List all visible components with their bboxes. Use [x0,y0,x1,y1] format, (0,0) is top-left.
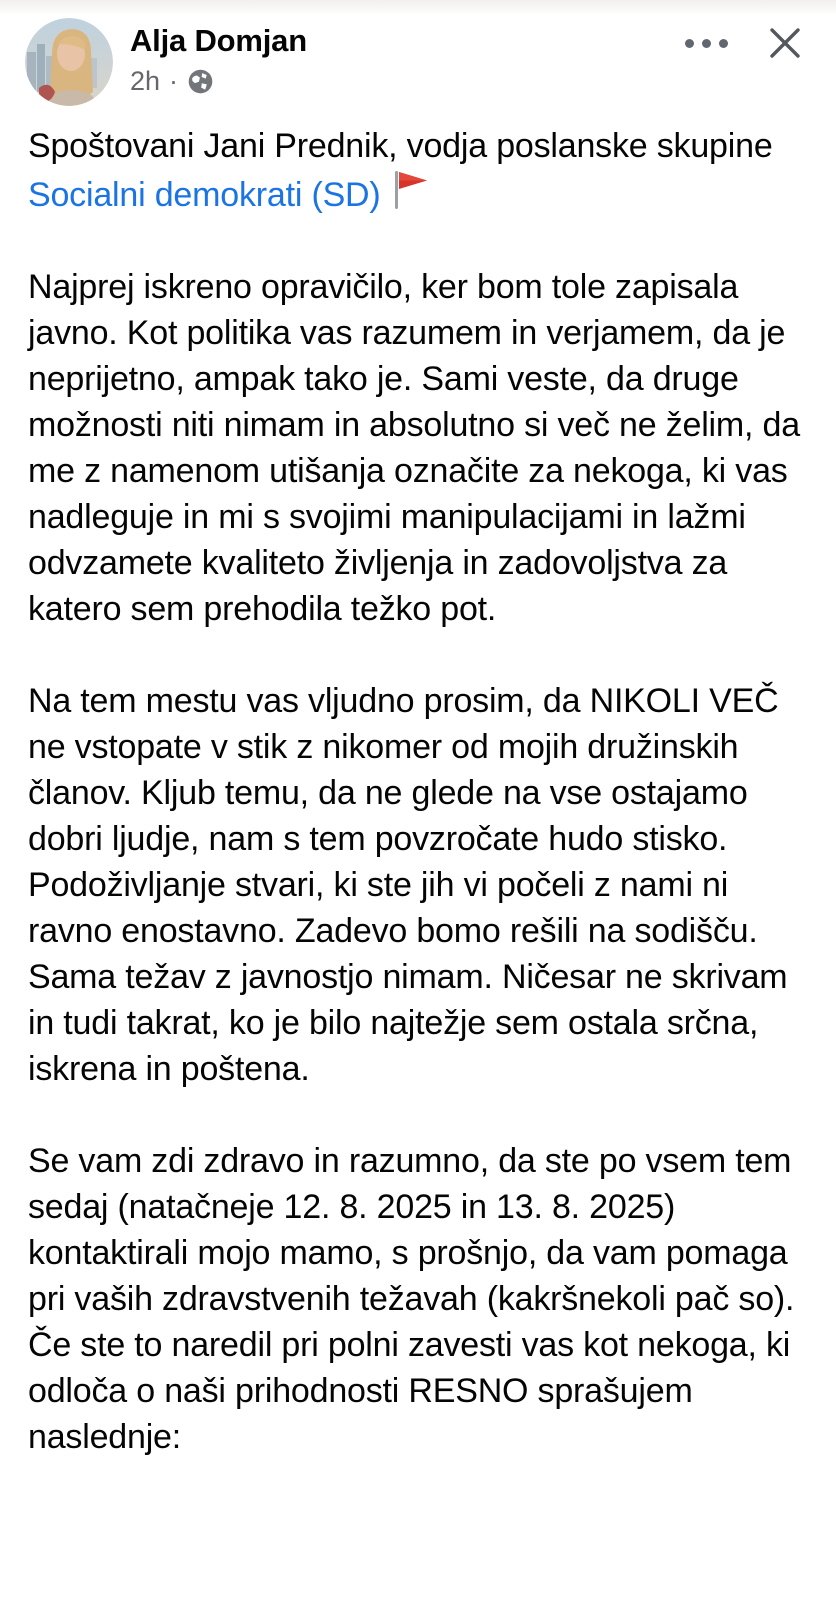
more-options-button[interactable] [683,25,730,62]
avatar-photo [25,18,113,106]
meta-separator: · [169,65,179,96]
ellipsis-dot [702,39,711,48]
ellipsis-dot [719,39,728,48]
post-paragraph-greeting [28,123,808,218]
header-actions [683,22,806,64]
post-body [0,123,836,1460]
sd-party-link[interactable]: Socialni demokrati (SD) [28,176,381,214]
avatar[interactable] [25,18,113,106]
post-header [0,0,836,106]
post-paragraph: Se vam zdi zdravo in razumno, da ste po vsem tem sedaj (natačneje 12. 8. 2025 in 13. 8. 2025) kontaktirali mojo mamo, s prošnjo, da vam pomaga pri vaših zdravstvenih težavah (kakršnekoli pač so). Če ste to naredil pri polni zavesti vas kot nekoga, ki odloča o naši prihodnosti RESNO sprašujem naslednje: [28,1142,795,1456]
greeting-text: Spoštovani Jani Prednik, vodja poslanske skupine [28,127,773,165]
timestamp[interactable]: 2h [130,65,161,96]
ellipsis-dot [685,39,694,48]
close-icon [766,24,804,62]
header-info [130,18,307,95]
post-meta [130,65,307,96]
red-flag-emoji [391,169,431,211]
globe-icon [187,68,214,95]
post-paragraph: Na tem mestu vas vljudno prosim, da NIKOLI VEČ ne vstopate v stik z nikomer od mojih družinskih članov. Kljub temu, da ne glede na vse ostajamo dobri ljudje, nam s tem povzročate hudo stisko. Podoživljanje stvari, ki ste jih vi počeli z nami ni ravno enostavno. Zadevo bomo rešili na sodišču. Sama težav z javnostjo nimam. Ničesar ne skrivam in tudi takrat, ko je bilo najtežje sem ostala srčna, iskrena in poštena. [28,682,788,1088]
author-name[interactable]: Alja Domjan [130,23,307,58]
close-button[interactable] [764,22,806,64]
post-paragraph: Najprej iskreno opravičilo, ker bom tole zapisala javno. Kot politika vas razumem in verjamem, da je neprijetno, ampak tako je. Sami veste, da druge možnosti niti nimam in absolutno si več ne želim, da me z namenom utišanja označite za nekoga, ki vas nadleguje in mi s svojimi manipulacijami in lažmi odvzamete kvaliteto življenja in zadovoljstva za katero sem prehodila težko pot. [28,268,800,628]
